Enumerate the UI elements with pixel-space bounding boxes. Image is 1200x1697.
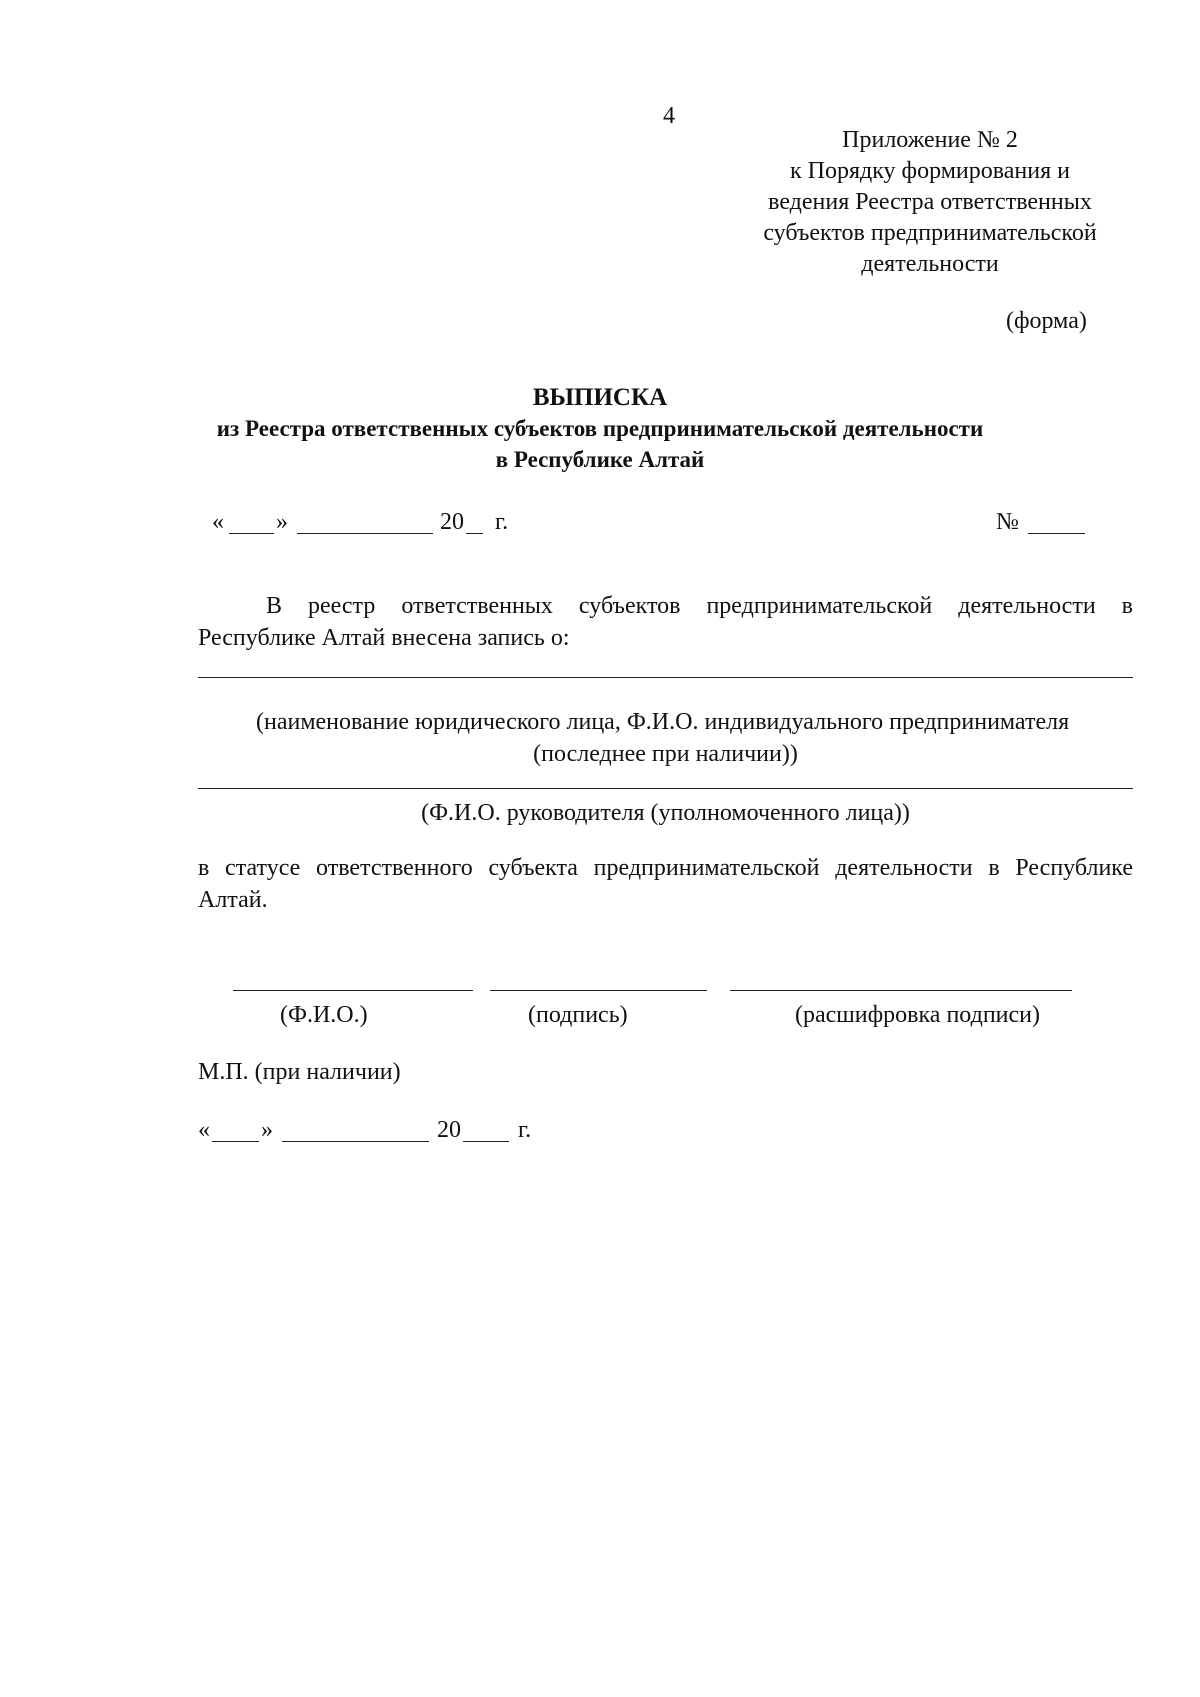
appendix-line: Приложение № 2 [842, 127, 1018, 153]
fio-caption: (Ф.И.О.) [280, 1002, 368, 1028]
entity-name-caption-cont: (последнее при наличии)) [533, 741, 798, 767]
signature-caption: (подпись) [528, 1002, 628, 1028]
document-title: ВЫПИСКА [532, 384, 668, 411]
date-year-suffix: г. [495, 509, 509, 535]
form-label: (форма) [1006, 308, 1087, 334]
signature-decode-caption: (расшифровка подписи) [795, 1002, 1040, 1028]
date-close-quote: » [276, 509, 288, 535]
date-open-quote: « [212, 509, 224, 535]
appendix-line: деятельности [861, 251, 999, 277]
registry-entry-paragraph: В реестр ответственных субъектов предпринимательской деятельности в Республике Алтай внесена запись о: [198, 593, 1133, 651]
fio-signature-line[interactable] [233, 990, 473, 991]
date-year-prefix: 20 [440, 509, 464, 535]
entity-name-caption: (наименование юридического лица, Ф.И.О. индивидуального предпринимателя [256, 709, 1070, 735]
number-label: № [996, 509, 1019, 535]
head-name-line[interactable] [198, 788, 1133, 789]
bottom-date-close-quote: » [261, 1117, 273, 1143]
appendix-line: субъектов предпринимательской [763, 220, 1097, 246]
bottom-year-suffix: г. [518, 1117, 532, 1143]
year-blank[interactable] [466, 533, 483, 534]
bottom-day-blank[interactable] [212, 1141, 259, 1142]
page-number: 4 [663, 103, 675, 129]
appendix-header [700, 125, 1160, 280]
bottom-month-blank[interactable] [282, 1141, 429, 1142]
day-blank[interactable] [229, 533, 274, 534]
appendix-line: ведения Реестра ответственных [768, 189, 1092, 215]
month-blank[interactable] [297, 533, 433, 534]
head-name-caption: (Ф.И.О. руководителя (уполномоченного лица)) [421, 800, 910, 826]
document-subtitle-region: в Республике Алтай [495, 447, 705, 472]
signature-decode-line[interactable] [730, 990, 1072, 991]
entity-name-line[interactable] [198, 677, 1133, 678]
stamp-label: М.П. (при наличии) [198, 1059, 401, 1085]
status-paragraph: в статусе ответственного субъекта предпринимательской деятельности в Республике Алтай. [198, 855, 1133, 913]
bottom-year-blank[interactable] [463, 1141, 509, 1142]
signature-line[interactable] [490, 990, 707, 991]
number-blank[interactable] [1028, 533, 1085, 534]
bottom-year-prefix: 20 [437, 1117, 461, 1143]
document-subtitle: из Реестра ответственных субъектов предпринимательской деятельности [216, 416, 984, 441]
bottom-date-open-quote: « [198, 1117, 210, 1143]
appendix-line: к Порядку формирования и [789, 158, 1071, 184]
